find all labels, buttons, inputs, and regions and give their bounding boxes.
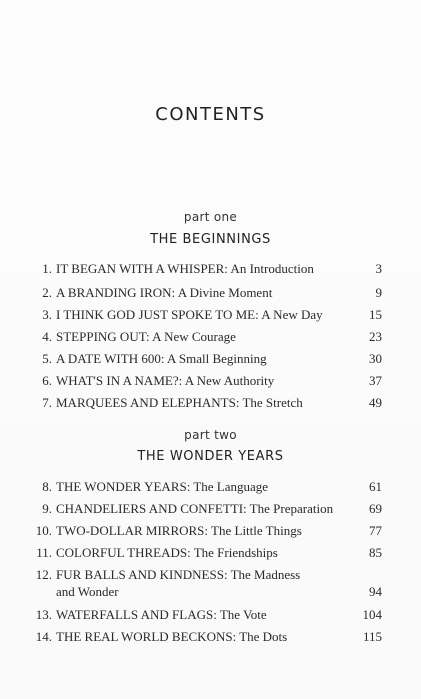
entry-page: 37 bbox=[369, 373, 382, 388]
entry-number: 8. bbox=[42, 479, 52, 494]
entry-number: 3. bbox=[42, 307, 52, 322]
entry-title: STEPPING OUT: A New Courage bbox=[56, 329, 236, 344]
entry-page: 94 bbox=[369, 584, 382, 599]
entry-page: 23 bbox=[369, 329, 382, 344]
entry-number: 14. bbox=[35, 629, 52, 644]
entry-page: 115 bbox=[362, 629, 382, 644]
entry-number: 6. bbox=[42, 373, 52, 388]
entry-number: 9. bbox=[42, 501, 52, 516]
entry-number: 10. bbox=[35, 523, 52, 538]
entry-title: THE WONDER YEARS: The Language bbox=[56, 479, 269, 494]
entry-page: 15 bbox=[369, 307, 382, 322]
entry-title: THE REAL WORLD BECKONS: The Dots bbox=[56, 629, 288, 644]
entry-page: 9 bbox=[375, 285, 382, 300]
part-one-label: part one bbox=[183, 210, 238, 224]
contents-heading: CONTENTS bbox=[155, 104, 266, 125]
entry-number: 11. bbox=[36, 545, 52, 560]
entry-title-continued: and Wonder bbox=[56, 584, 119, 599]
entry-number: 12. bbox=[35, 567, 52, 582]
entry-page: 30 bbox=[369, 351, 382, 366]
entry-page: 49 bbox=[369, 395, 382, 410]
entry-number: 13. bbox=[35, 607, 52, 622]
entry-title: A BRANDING IRON: A Divine Moment bbox=[56, 285, 273, 300]
entry-page: 69 bbox=[369, 501, 382, 516]
entry-number: 2. bbox=[42, 285, 52, 300]
entry-number: 4. bbox=[42, 329, 52, 344]
entry-title: MARQUEES AND ELEPHANTS: The Stretch bbox=[56, 395, 303, 410]
entry-title: WATERFALLS AND FLAGS: The Vote bbox=[56, 607, 267, 622]
entry-page: 77 bbox=[369, 523, 382, 538]
entry-title: COLORFUL THREADS: The Friendships bbox=[56, 545, 278, 560]
entry-title: I THINK GOD JUST SPOKE TO ME: A New Day bbox=[56, 307, 323, 322]
part-two-label: part two bbox=[184, 428, 237, 442]
entry-page: 3 bbox=[375, 261, 382, 276]
entry-page: 85 bbox=[369, 545, 382, 560]
entry-title: FUR BALLS AND KINDNESS: The Madness bbox=[56, 567, 301, 582]
entry-number: 1. bbox=[42, 261, 52, 276]
entry-title: CHANDELIERS AND CONFETTI: The Preparation bbox=[56, 501, 334, 516]
entry-title: WHAT'S IN A NAME?: A New Authority bbox=[56, 373, 275, 388]
entry-number: 5. bbox=[42, 351, 52, 366]
entry-title: TWO-DOLLAR MIRRORS: The Little Things bbox=[56, 523, 302, 538]
part-one-title: THE BEGINNINGS bbox=[150, 232, 271, 247]
entry-title: IT BEGAN WITH A WHISPER: An Introduction bbox=[56, 261, 314, 276]
entry-title: A DATE WITH 600: A Small Beginning bbox=[56, 351, 267, 366]
entry-page: 104 bbox=[362, 607, 382, 622]
entry-number: 7. bbox=[42, 395, 52, 410]
entry-page: 61 bbox=[369, 479, 382, 494]
part-two-title: THE WONDER YEARS bbox=[137, 449, 284, 464]
